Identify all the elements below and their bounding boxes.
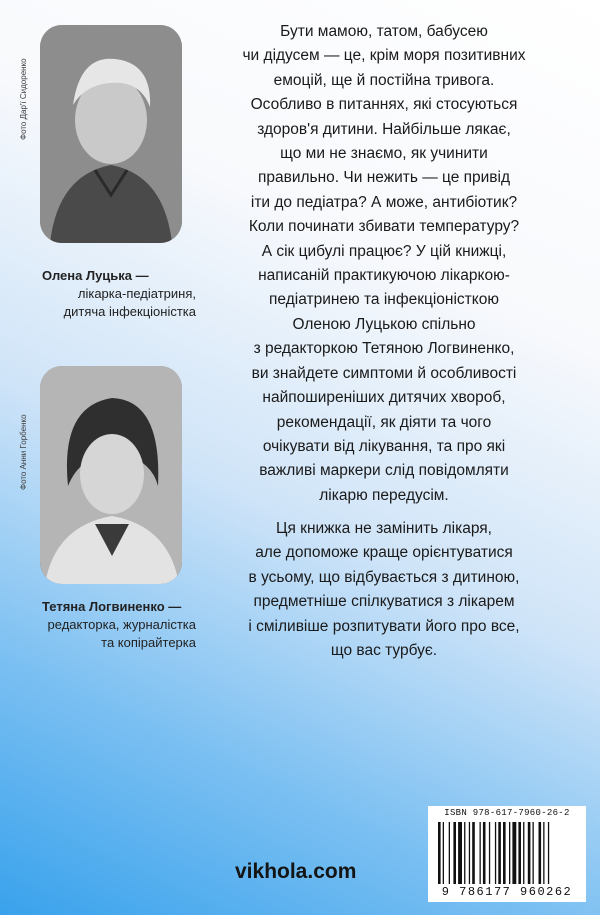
- author-2: [42, 598, 196, 652]
- blurb-line: найпоширеніших дитячих хвороб,: [262, 389, 506, 407]
- blurb-line: Коли починати збивати температуру?: [248, 218, 520, 236]
- author-role-line: дитяча інфекціоністка: [63, 304, 196, 319]
- isbn-barcode-block: [428, 806, 586, 902]
- blurb-line: і сміливіше розпитувати його про все,: [248, 617, 520, 635]
- author-role-line: редакторка, журналістка: [47, 617, 196, 632]
- author-1: [42, 267, 196, 321]
- blurb-line: Бути мамою, татом, бабусею: [280, 23, 488, 40]
- blurb-line: очікувати від лікування, та про які: [262, 437, 506, 455]
- author-role-line: та копірайтерка: [101, 635, 196, 650]
- isbn-number: ISBN 978-617-7960-26-2: [444, 808, 570, 818]
- blurb-line: А сік цибулі працює? У цій книжці,: [261, 242, 507, 260]
- blurb-line: емоцій, ще й постійна тривога.: [273, 71, 495, 89]
- blurb-line: ви знайдете симптоми й особливості: [251, 364, 517, 382]
- photo-credit-1: Фото Дар'ї Сидоренко: [19, 58, 28, 140]
- blurb-line: іти до педіатра? А може, антибіотик?: [250, 193, 518, 211]
- blurb-line: з редакторкою Тетяною Логвиненко,: [253, 340, 515, 358]
- barcode-icon: [436, 822, 578, 884]
- blurb-paragraph-1: [200, 20, 568, 508]
- blurb-line: Оленою Луцькою спільно: [292, 315, 476, 333]
- author-name: Тетяна Логвиненко —: [42, 599, 182, 614]
- blurb-line: правильно. Чи нежить — це привід: [257, 169, 511, 187]
- blurb-line: важливі маркери слід повідомляти: [259, 462, 509, 480]
- blurb-line: в усьому, що відбувається з дитиною,: [248, 568, 520, 586]
- blurb-line: що ми не знаємо, як учинити: [280, 145, 488, 163]
- blurb-line: але допоможе краще орієнтуватися: [255, 544, 513, 562]
- photo-credit-2: Фото Анни Горбенко: [19, 414, 28, 490]
- blurb-line: лікарю передусім.: [319, 486, 449, 504]
- blurb-paragraph-2: [200, 517, 568, 663]
- blurb-line: здоров'я дитини. Найбільше лякає,: [257, 120, 511, 138]
- author-photo-tetiana: [40, 366, 182, 584]
- blurb-line: чи дідусем — це, крім моря позитивних: [242, 47, 526, 65]
- barcode-digits: 9 786177 960262: [441, 885, 573, 899]
- blurb-line: рекомендації, як діяти та чого: [276, 413, 492, 431]
- website-url: vikhola.com: [235, 860, 357, 883]
- blurb-line: педіатринею та інфекціоністкою: [269, 291, 499, 309]
- blurb-line: Ця книжка не замінить лікаря,: [276, 520, 492, 537]
- blurb-line: Особливо в питаннях, які стосуються: [250, 96, 518, 114]
- author-name: Олена Луцька —: [42, 268, 149, 283]
- portrait-placeholder-2: [40, 366, 182, 584]
- author-photo-olena: [40, 25, 182, 243]
- blurb-line: написаній практикуючою лікаркою-: [258, 267, 510, 285]
- blurb-line: предметніше спілкуватися з лікарем: [253, 593, 515, 611]
- author-role-line: лікарка-педіатриня,: [77, 286, 196, 301]
- portrait-placeholder-1: [40, 25, 182, 243]
- blurb-line: що вас турбує.: [330, 642, 438, 660]
